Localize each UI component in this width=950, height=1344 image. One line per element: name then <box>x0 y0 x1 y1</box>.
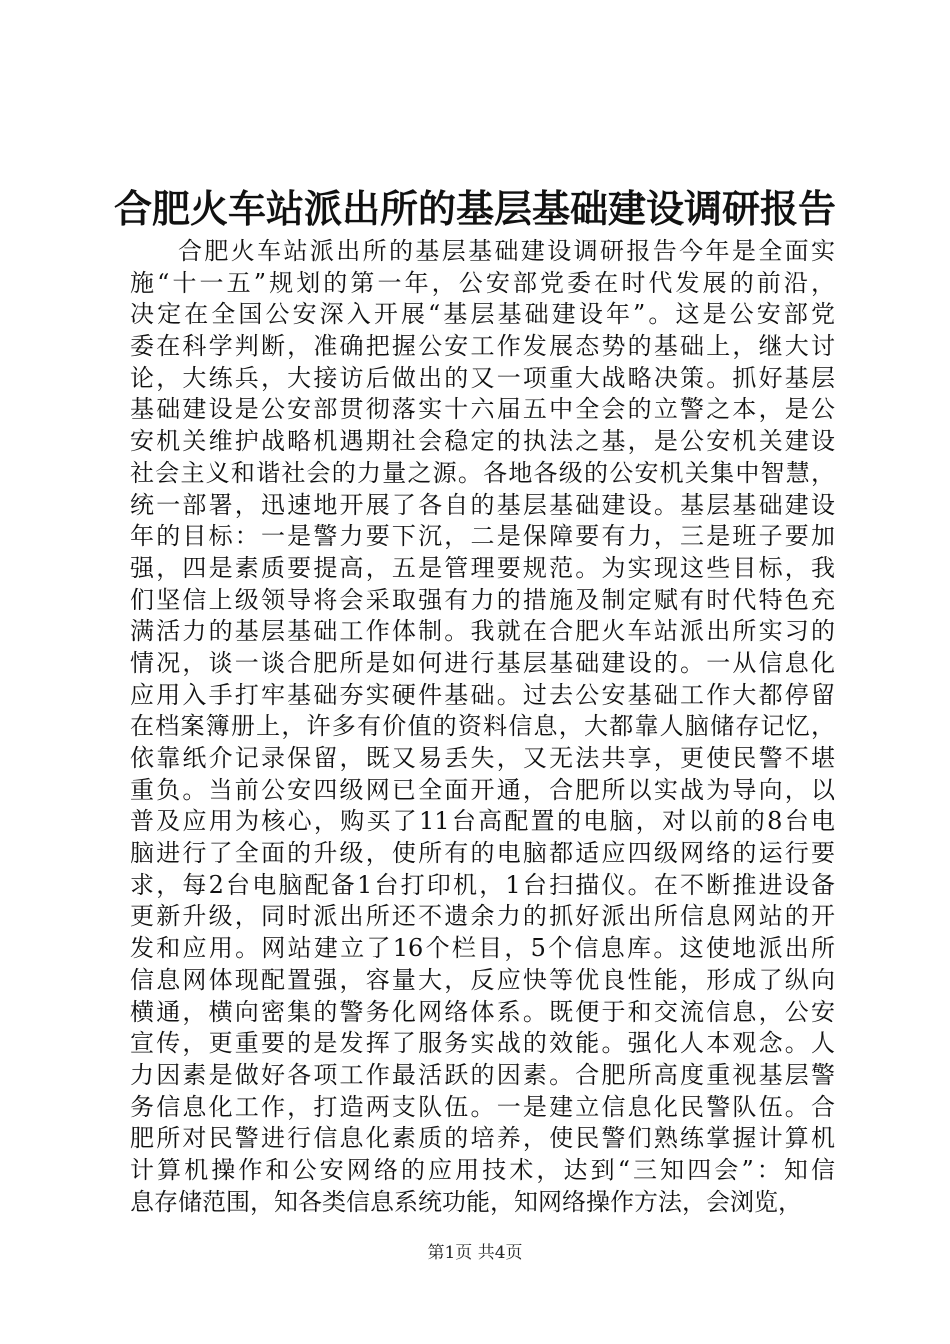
body-text-line: 力因素是做好各项工作最活跃的因素。合肥所高度重视基层警 <box>130 1060 835 1089</box>
body-text-line: 宣传，更重要的是发挥了服务实战的效能。强化人本观念。人 <box>130 1029 835 1058</box>
body-text-line: 计算机操作和公安网络的应用技术，达到“三知四会”：知信 <box>130 1155 835 1184</box>
body-text-line: 求，每2台电脑配备1台打印机，1台扫描仪。在不断推进设备 <box>130 870 835 899</box>
body-text-line: 基础建设是公安部贯彻落实十六届五中全会的立警之本，是公 <box>130 395 835 424</box>
body-text-line: 重负。当前公安四级网已全面开通，合肥所以实战为导向，以 <box>130 775 835 804</box>
body-text-line: 发和应用。网站建立了16个栏目，5个信息库。这使地派出所 <box>130 934 835 963</box>
body-text-line: 社会主义和谐社会的力量之源。各地各级的公安机关集中智慧， <box>130 458 835 487</box>
body-text-line: 合肥火车站派出所的基层基础建设调研报告今年是全面实 <box>178 237 835 265</box>
body-text-line: 们坚信上级领导将会采取强有力的措施及制定赋有时代特色充 <box>130 585 835 614</box>
body-text-line: 信息网体现配置强，容量大，反应快等优良性能，形成了纵向 <box>130 965 835 994</box>
body-text-line: 强，四是素质要提高，五是管理要规范。为实现这些目标，我 <box>130 553 835 582</box>
body-text-line: 脑进行了全面的升级，使所有的电脑都适应四级网络的运行要 <box>130 839 835 868</box>
body-text-line: 依靠纸介记录保留，既又易丢失，又无法共享，更使民警不堪 <box>130 744 835 772</box>
body-text-line: 满活力的基层基础工作体制。我就在合肥火车站派出所实习的 <box>130 617 835 646</box>
body-text-line: 决定在全国公安深入开展“基层基础建设年”。这是公安部党 <box>130 300 835 329</box>
body-text-line: 普及应用为核心，购买了11台高配置的电脑，对以前的8台电 <box>130 807 835 836</box>
document-body <box>130 236 835 1218</box>
body-text-line: 年的目标：一是警力要下沉，二是保障要有力，三是班子要加 <box>130 522 835 551</box>
body-text-line: 安机关维护战略机遇期社会稳定的执法之基，是公安机关建设 <box>130 427 835 456</box>
body-text-line: 委在科学判断，准确把握公安工作发展态势的基础上，继大讨 <box>130 332 835 361</box>
body-text-line: 施“十一五”规划的第一年，公安部党委在时代发展的前沿， <box>130 268 835 297</box>
page-number-footer: 第1页 共4页 <box>427 1243 523 1263</box>
body-text-line: 肥所对民警进行信息化素质的培养，使民警们熟练掌握计算机 <box>130 1124 835 1153</box>
body-text-line: 论，大练兵，大接访后做出的又一项重大战略决策。抓好基层 <box>130 363 835 392</box>
body-text-line: 应用入手打牢基础夯实硬件基础。过去公安基础工作大都停留 <box>130 680 835 709</box>
body-text-line: 息存储范围，知各类信息系统功能，知网络操作方法，会浏览， <box>130 1187 802 1216</box>
body-text-line: 在档案簿册上，许多有价值的资料信息，大都靠人脑储存记忆， <box>130 712 835 741</box>
body-text-line: 情况，谈一谈合肥所是如何进行基层基础建设的。一从信息化 <box>130 648 835 677</box>
body-text-line: 更新升级，同时派出所还不遗余力的抓好派出所信息网站的开 <box>130 902 835 931</box>
body-text-line: 务信息化工作，打造两支队伍。一是建立信息化民警队伍。合 <box>130 1092 835 1121</box>
body-text-line: 横通，横向密集的警务化网络体系。既便于和交流信息，公安 <box>130 997 835 1026</box>
body-text-line: 统一部署，迅速地开展了各自的基层基础建设。基层基础建设 <box>130 490 835 519</box>
document-title: 合肥火车站派出所的基层基础建设调研报告 <box>113 186 836 231</box>
